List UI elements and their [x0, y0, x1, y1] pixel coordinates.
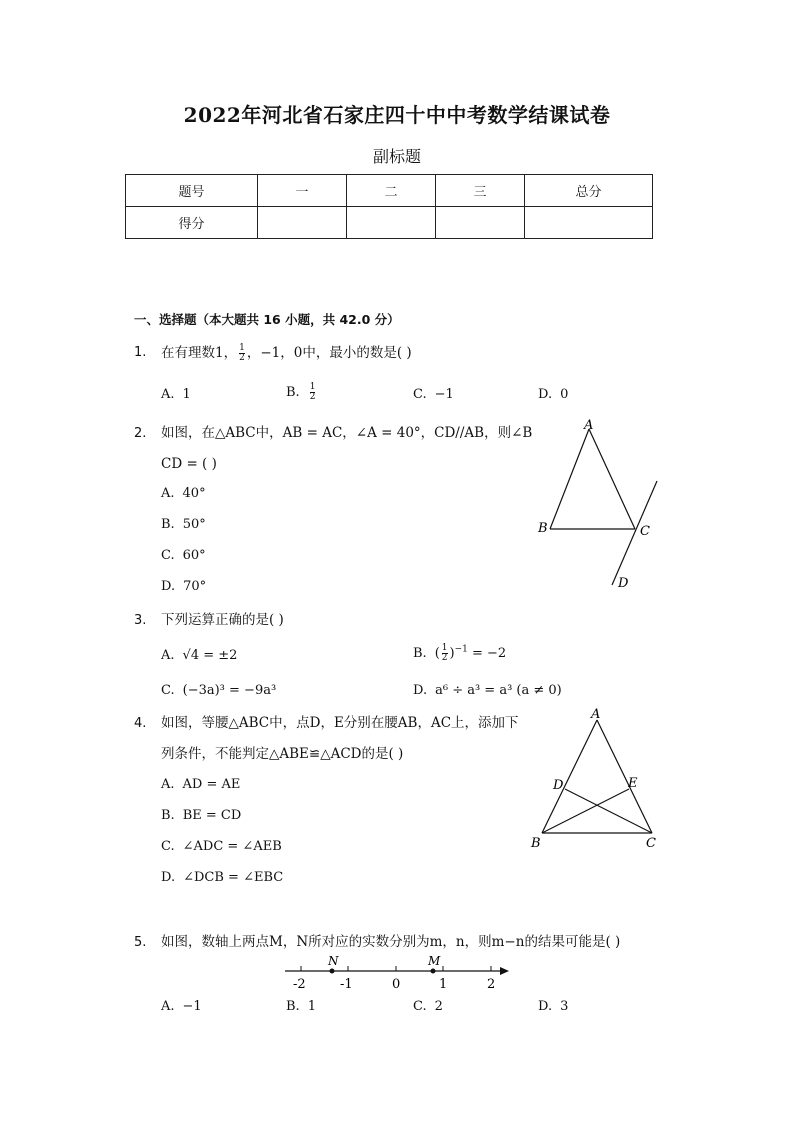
q2-option-d[interactable]	[161, 579, 206, 594]
option-label: A.	[161, 999, 175, 1014]
option-label: C.	[413, 387, 427, 402]
q1-text-b: ，−1，0中，最小的数是( )	[246, 345, 412, 361]
option-text: 3	[560, 999, 569, 1014]
section-heading: 一、选择题（本大题共 16 小题，共 42.0 分）	[134, 312, 400, 327]
q5-number-line	[280, 953, 515, 995]
score-header-cell: 三	[436, 175, 525, 207]
fraction-denominator: 2	[309, 392, 316, 402]
q5-option-d[interactable]	[538, 999, 568, 1014]
question-4-line1: 如图，等腰△ABC中，点D，E分别在腰AB，AC上，添加下	[161, 715, 519, 731]
q1-option-b[interactable]	[286, 383, 317, 402]
option-label: A.	[161, 648, 175, 663]
q3-option-b[interactable]: B. ( $\frac{1}{2}$ )$^{-1}$ = −2	[413, 643, 507, 663]
question-number: 4.	[134, 716, 147, 731]
q1-option-a[interactable]	[161, 387, 191, 402]
option-label: B.	[286, 999, 300, 1014]
option-text: ∠ADC = ∠AEB	[182, 839, 282, 854]
label-a: A	[591, 707, 601, 722]
option-text: 70°	[183, 579, 207, 594]
tick-label: -1	[340, 977, 353, 992]
q1-text-a: 在有理数1，	[161, 345, 238, 361]
option-label: A.	[161, 486, 175, 501]
option-text: 2	[434, 999, 443, 1014]
segment-be	[542, 789, 629, 833]
option-label: B.	[161, 808, 175, 823]
point-n	[330, 969, 335, 974]
label-c: C	[640, 524, 650, 539]
fraction-numerator: 1	[441, 643, 448, 653]
q5-option-c[interactable]	[413, 999, 443, 1014]
fraction-denominator: 2	[239, 353, 245, 363]
option-label: B.	[161, 517, 175, 532]
q2-option-a[interactable]	[161, 486, 206, 501]
score-table-header-row	[126, 175, 653, 207]
question-number: 5.	[134, 935, 147, 950]
option-label: D.	[413, 683, 428, 698]
question-3-text: 下列运算正确的是( )	[161, 612, 284, 628]
option-label: A.	[161, 387, 175, 402]
label-n: N	[328, 954, 339, 968]
score-header-cell: 总分	[525, 175, 653, 207]
score-cell[interactable]	[258, 207, 347, 239]
q2-option-b[interactable]	[161, 517, 206, 532]
question-number: 2.	[134, 426, 147, 441]
fraction-numerator: 1	[309, 382, 316, 392]
score-row-label: 得分	[126, 207, 258, 239]
question-2-line2: CD = ( )	[161, 456, 217, 472]
label-d: D	[618, 576, 629, 591]
label-b: B	[531, 836, 541, 851]
fraction-denominator: 2	[441, 653, 448, 663]
q1-optb-fraction	[310, 383, 316, 402]
option-label: C.	[413, 999, 427, 1014]
option-text: AD = AE	[182, 777, 241, 792]
q3-option-a[interactable]	[161, 648, 237, 663]
option-text: 1	[182, 387, 191, 402]
segment-ab	[550, 429, 589, 529]
q5-option-b[interactable]	[286, 999, 316, 1014]
option-text: −1	[182, 999, 202, 1014]
score-cell[interactable]	[436, 207, 525, 239]
line-cd	[612, 481, 657, 585]
q2-option-c[interactable]	[161, 548, 206, 563]
option-label: D.	[538, 387, 553, 402]
segment-ac	[597, 720, 652, 833]
score-table-score-row	[126, 207, 653, 239]
exam-subtitle: 副标题	[372, 147, 421, 166]
option-label: D.	[538, 999, 553, 1014]
option-label: B.	[286, 385, 300, 400]
tick-label: 1	[439, 977, 448, 992]
score-cell[interactable]	[525, 207, 653, 239]
q5-option-a[interactable]	[161, 999, 202, 1014]
option-text: = −2	[472, 646, 507, 661]
q4-option-d[interactable]	[161, 870, 283, 885]
fraction-numerator: 1	[239, 343, 245, 353]
question-number: 1.	[134, 345, 147, 360]
option-label: D.	[161, 870, 176, 885]
q3-option-c[interactable]	[161, 683, 276, 698]
option-text: 50°	[182, 517, 206, 532]
score-header-cell: 一	[258, 175, 347, 207]
option-label: C.	[161, 548, 175, 563]
tick-label: 2	[487, 977, 496, 992]
option-text: 1	[307, 999, 316, 1014]
option-label: C.	[161, 683, 175, 698]
q4-figure	[525, 705, 665, 855]
q1-option-c[interactable]	[413, 387, 454, 402]
q3-option-d[interactable]	[413, 683, 562, 698]
point-m	[431, 969, 436, 974]
option-label: B.	[413, 646, 427, 661]
option-text: ∠DCB = ∠EBC	[183, 870, 284, 885]
option-label: C.	[161, 839, 175, 854]
label-b: B	[538, 521, 548, 536]
score-header-cell: 题号	[126, 175, 258, 207]
question-5-text: 如图，数轴上两点M，N所对应的实数分别为m，n，则m−n的结果可能是( )	[161, 934, 621, 950]
option-text: 0	[560, 387, 569, 402]
tick-label: -2	[293, 977, 306, 992]
axis-arrow-icon	[500, 967, 509, 975]
score-table	[125, 174, 653, 239]
q4-option-a[interactable]	[161, 777, 240, 792]
option-text: 40°	[182, 486, 206, 501]
label-a: A	[584, 418, 594, 433]
option-text: BE = CD	[182, 808, 242, 823]
question-4-line2: 列条件，不能判定△ABE≌△ACD的是( )	[161, 746, 404, 762]
segment-ab	[542, 720, 597, 833]
label-c: C	[646, 836, 656, 851]
option-text: 60°	[182, 548, 206, 563]
option-text: −1	[434, 387, 454, 402]
option-text: (−3a)³ = −9a³	[182, 683, 277, 698]
q1-fraction	[239, 344, 245, 363]
exam-title: 2022年河北省石家庄四十中中考数学结课试卷	[183, 103, 611, 127]
question-1-text	[161, 343, 412, 363]
option-label: A.	[161, 777, 175, 792]
option-text: a⁶ ÷ a³ = a³ (a ≠ 0)	[435, 683, 562, 698]
q4-option-c[interactable]	[161, 839, 282, 854]
label-d: D	[553, 778, 564, 793]
q4-option-b[interactable]	[161, 808, 241, 823]
score-cell[interactable]	[347, 207, 436, 239]
segment-ac	[589, 429, 635, 529]
question-2-line1: 如图，在△ABC中，AB = AC，∠A = 40°，CD//AB，则∠B	[161, 425, 533, 441]
score-header-cell: 二	[347, 175, 436, 207]
question-number: 3.	[134, 613, 147, 628]
tick-label: 0	[392, 977, 401, 992]
segment-cd	[565, 789, 652, 833]
q1-option-d[interactable]	[538, 387, 568, 402]
label-m: M	[428, 954, 441, 968]
option-label: D.	[161, 579, 176, 594]
q3-optb-fraction	[442, 644, 448, 663]
option-text: √4 = ±2	[182, 648, 238, 663]
label-e: E	[628, 776, 638, 791]
q2-figure	[530, 415, 670, 595]
